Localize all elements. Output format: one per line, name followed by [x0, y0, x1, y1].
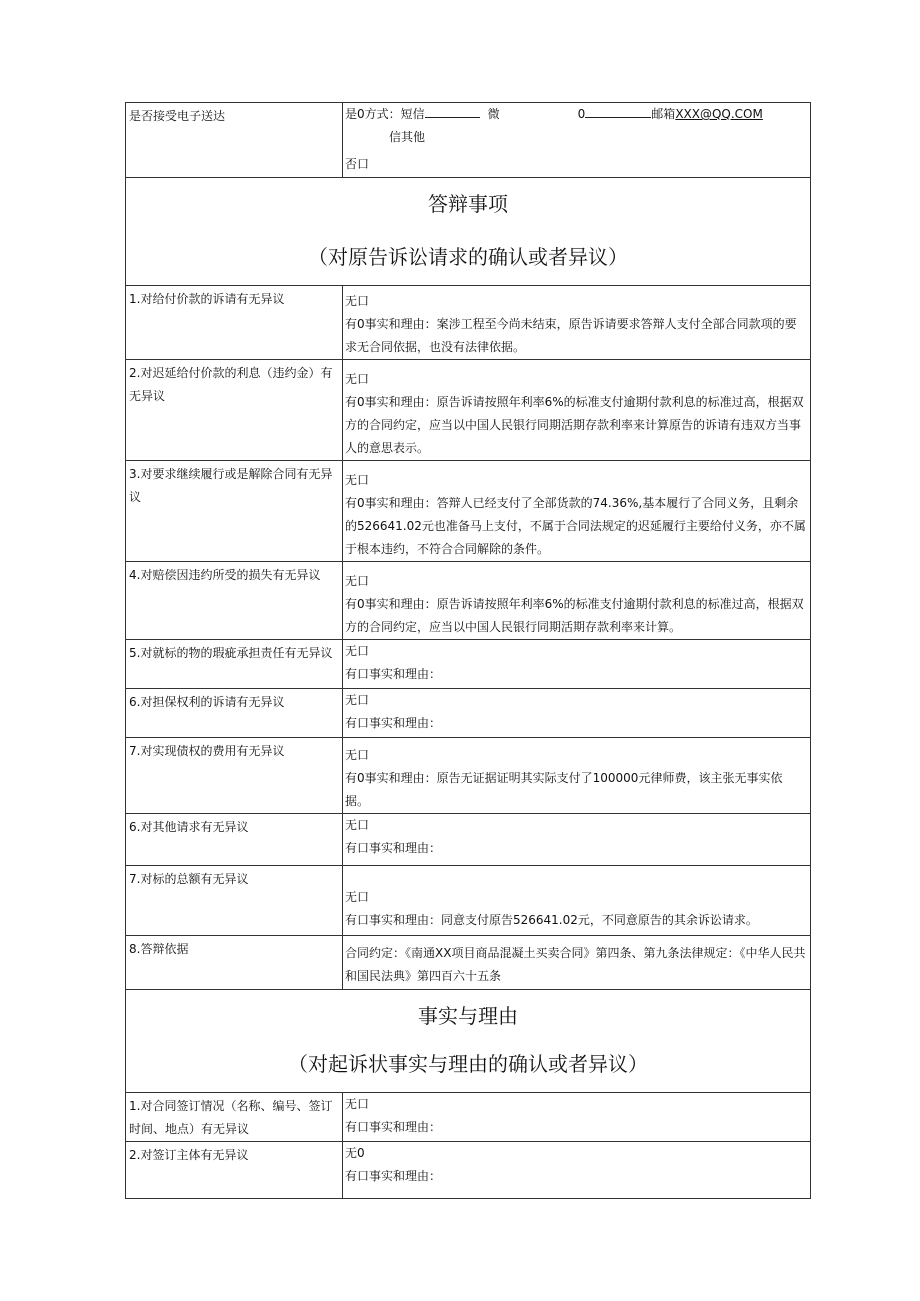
row-label: 2.对签订主体有无异议: [126, 1142, 343, 1199]
sms-blank[interactable]: [425, 104, 480, 118]
row-none-option: 无口: [345, 473, 370, 487]
section1-header: [126, 178, 811, 286]
row-label: 7.对实现债权的费用有无异议: [126, 738, 343, 814]
row-label: 6.对担保权利的诉请有无异议: [126, 689, 343, 738]
row-none-option: 无口: [345, 890, 370, 904]
row-none-option: 无口: [345, 372, 370, 386]
row-label: 6.对其他请求有无异议: [126, 814, 343, 866]
row-reason: 有口事实和理由：: [345, 1169, 442, 1183]
row-reason: 有0事实和理由：原告无证据证明其实际支付了100000元律师费，该主张无事实依据。: [345, 771, 783, 808]
table-row: [126, 738, 811, 814]
section2-subtitle: （对起诉状事实与理由的确认或者异议）: [288, 1052, 648, 1076]
mailbox-label: 邮箱: [651, 107, 676, 121]
table-row: [126, 286, 811, 360]
row-label: 8.答辩依据: [126, 936, 343, 990]
row-reason: 有口事实和理由：: [345, 841, 442, 855]
row-label: 1.对合同签订情况（名称、编号、签订时间、地点）有无异议: [126, 1093, 343, 1142]
section2-header: [126, 990, 811, 1093]
row-none-option: 无口: [345, 1097, 370, 1111]
service-no: 否口: [345, 157, 370, 171]
row-reason: 有口事实和理由：: [345, 667, 442, 681]
row-none-option: 无口: [345, 574, 370, 588]
table-row: [126, 936, 811, 990]
section2-title: 事实与理由: [418, 1004, 518, 1028]
table-row: [126, 1142, 811, 1199]
table-row: [126, 640, 811, 689]
row-none-option: 无口: [345, 693, 370, 707]
row-reason: 有0事实和理由：原告诉请按照年利率6%的标准支付逾期付款利息的标准过高，根据双方的合同约定，应当以中国人民银行同期活期存款利率来计算。: [345, 597, 804, 634]
email-value: XXX@QQ.COM: [675, 107, 763, 121]
row-label: 5.对就标的物的瑕疵承担责任有无异议: [126, 640, 343, 689]
service-options: [343, 103, 811, 178]
service-wei: 微: [487, 107, 500, 121]
row-label: 4.对赔偿因违约所受的损失有无异议: [126, 562, 343, 640]
table-row: [126, 562, 811, 640]
row-reason: 有0事实和理由：原告诉请按照年利率6%的标准支付逾期付款利息的标准过高，根据双方的合同约定，应当以中国人民银行同期活期存款利率来计算原告的诉请有违双方当事人的意思表示。: [345, 395, 804, 455]
row-none-option: 无口: [345, 294, 370, 308]
defense-form-table: [125, 102, 811, 1199]
row-none-option: 无口: [345, 818, 370, 832]
service-label: 是否接受电子送达: [126, 103, 343, 178]
row-reason: 合同约定：《南通XX项目商品混凝土买卖合同》第四条、第九条法律规定：《中华人民共和国民法典》第四百六十五条: [345, 946, 806, 983]
row-none-option: 无口: [345, 644, 370, 658]
service-row: [126, 103, 811, 178]
table-row: [126, 866, 811, 936]
table-row: [126, 1093, 811, 1142]
row-reason: 有0事实和理由：答辩人已经支付了全部货款的74.36%,基本履行了合同义务，且剩余的526641.02元也准备马上支付，不属于合同法规定的迟延履行主要给付义务，亦不属于根本违约，不符合合同解除的条件。: [345, 496, 806, 556]
table-row: [126, 814, 811, 866]
row-none-option: 无口: [345, 748, 370, 762]
row-label: 7.对标的总额有无异议: [126, 866, 343, 936]
table-row: [126, 461, 811, 562]
row-none-option: 无0: [345, 1146, 365, 1160]
section1-subtitle: （对原告诉讼请求的确认或者异议）: [308, 245, 628, 269]
section1-title: 答辩事项: [428, 192, 508, 216]
service-zero: 0: [577, 107, 586, 121]
row-reason: 有口事实和理由：: [345, 716, 442, 730]
row-reason: 有口事实和理由：: [345, 1120, 442, 1134]
row-label: 3.对要求继续履行或是解除合同有无异议: [126, 461, 343, 562]
service-line-1: [345, 103, 806, 126]
row-reason: 有口事实和理由：同意支付原告526641.02元，不同意原告的其余诉讼请求。: [345, 913, 758, 927]
table-row: [126, 360, 811, 461]
row-label: 2.对迟延给付价款的利息（违约金）有无异议: [126, 360, 343, 461]
service-yes-prefix: 是0方式：短信: [345, 107, 425, 121]
row-reason: 有0事实和理由：案涉工程至今尚未结束，原告诉请要求答辩人支付全部合同款项的要求无合同依据，也没有法律依据。: [345, 317, 797, 354]
row-label: 1.对给付价款的诉请有无异议: [126, 286, 343, 360]
wechat-blank[interactable]: [585, 104, 651, 118]
table-row: [126, 689, 811, 738]
service-line-2: 信其他: [389, 130, 426, 144]
